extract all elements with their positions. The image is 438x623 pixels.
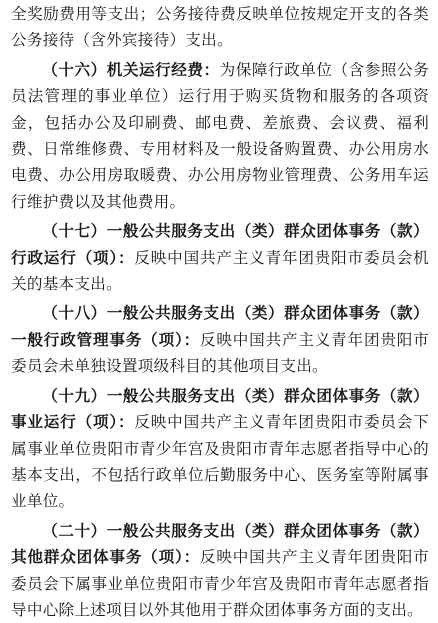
- intro-text: 全奖励费用等支出；公务接待费反映单位按规定开支的各类公务接待（含外宾接待）支出。: [11, 5, 429, 50]
- section-paragraph-17: [11, 218, 429, 297]
- section-heading-20: （二十）一般公共服务支出（类）群众团体事务（款）其他群众团体事务（项）：: [11, 520, 429, 567]
- section-heading-16: （十六）机关运行经费：: [42, 59, 220, 79]
- section-body-17: 反映中国共产主义青年团贵阳市委员会机关的基本支出。: [11, 248, 429, 294]
- section-paragraph-19: [11, 383, 429, 515]
- section-body-19: 反映中国共产主义青年团贵阳市委员会下属事业单位贵阳市青少年宫及贵阳市青年志愿者指导中心的基本支出，不包括行政单位后勤服务中心、医务室等附属事业单位。: [11, 413, 429, 511]
- section-body-18: 反映中国共产主义青年团贵阳市委员会未单独设置项级科目的其他项目支出。: [11, 330, 429, 376]
- section-paragraph-16: [11, 57, 429, 215]
- section-paragraph-18: [11, 300, 429, 379]
- section-heading-17: （十七）一般公共服务支出（类）群众团体事务（款）行政运行（项）：: [11, 221, 429, 267]
- section-heading-19: （十九）一般公共服务支出（类）群众团体事务（款）事业运行（项）：: [11, 385, 429, 432]
- section-paragraph-20: [11, 518, 429, 623]
- section-body-20: 反映中国共产主义青年团贵阳市委员会下属事业单位贵阳市青少年宫及贵阳市青年志愿者指导中心除上述项目以外其他用于群众团体事务方面的支出。: [11, 548, 429, 619]
- section-heading-18: （十八）一般公共服务支出（类）群众团体事务（款）一般行政管理事务（项）：: [11, 303, 429, 349]
- intro-paragraph: [11, 1, 429, 54]
- section-body-16: 为保障行政单位（含参照公务员法管理的事业单位）运行用于购买货物和服务的各项资金，包括办公及印刷费、邮电费、差旅费、会议费、福利费、日常维修费、专用材料及一般设备购置费、办公用房水电费、办公用房取暖费、办公用房物业管理费、公务用车运行维护费以及其他费用。: [11, 60, 429, 211]
